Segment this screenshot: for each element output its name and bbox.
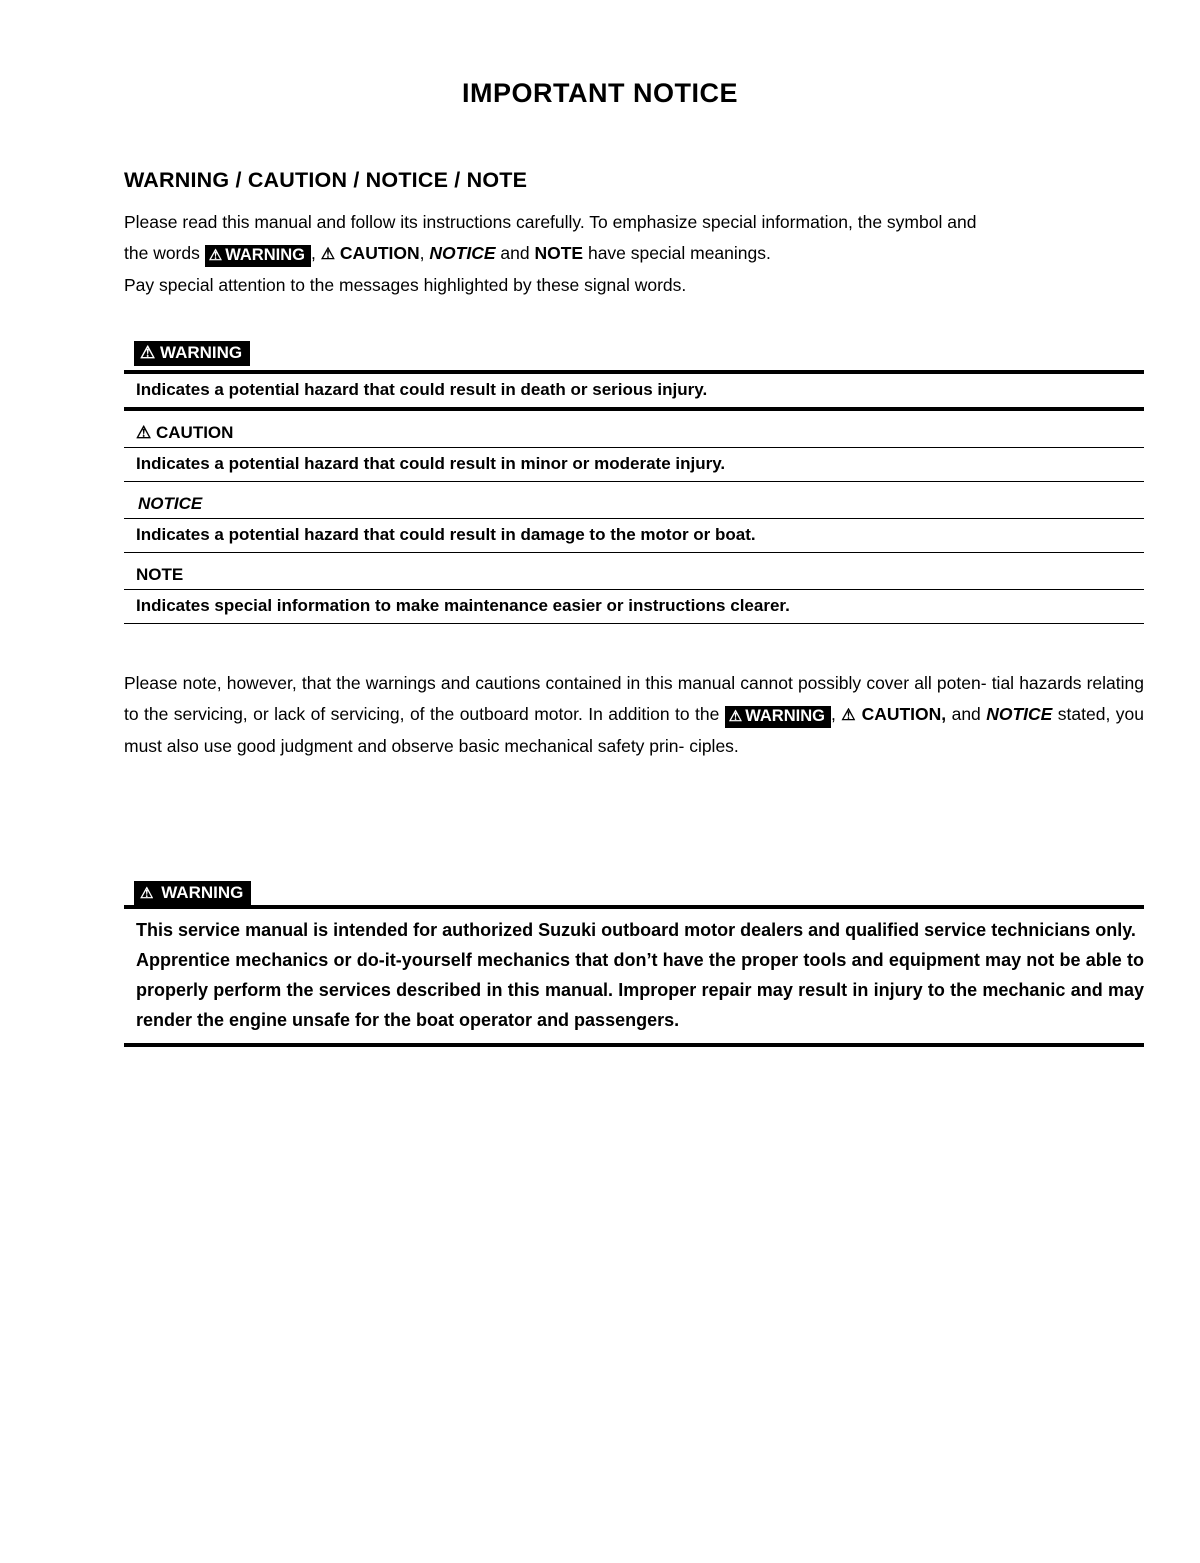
caution-inline bbox=[321, 243, 420, 263]
definition-note-label: NOTE bbox=[136, 565, 184, 584]
notice-inline: NOTICE bbox=[986, 704, 1053, 724]
closing-and: and bbox=[951, 704, 981, 724]
big-warning-paragraph-2: Apprentice mechanics or do-it-yourself mechanics that don’t have the proper tools and equipment may not be able to properly perform the services described in this manual. Improper repair may result in injury to the mechanic and may render the engine unsafe for the boat operator and passengers. bbox=[136, 950, 1144, 1030]
warning-chip-label: WARNING bbox=[745, 707, 825, 725]
definition-warning-text: Indicates a potential hazard that could result in death or serious injury. bbox=[136, 380, 708, 399]
note-inline: NOTE bbox=[534, 243, 584, 263]
notice-inline: NOTICE bbox=[429, 243, 496, 263]
warning-chip-label: WARNING bbox=[225, 246, 305, 264]
big-warning-paragraph-1: This service manual is intended for authorized Suzuki outboard motor dealers and qualified service technicians only. bbox=[136, 920, 1136, 940]
intro-comma-2: , bbox=[419, 243, 425, 263]
caution-triangle-icon: ⚠ bbox=[320, 246, 336, 263]
definition-note bbox=[124, 565, 1144, 624]
warning-chip bbox=[725, 706, 831, 728]
document-body bbox=[124, 168, 1144, 1047]
intro-comma-1: , bbox=[310, 243, 316, 263]
caution-inline-label: CAUTION bbox=[861, 704, 942, 724]
page-title: IMPORTANT NOTICE bbox=[462, 78, 738, 108]
section-heading: WARNING / CAUTION / NOTICE / NOTE bbox=[124, 168, 528, 192]
definition-warning bbox=[124, 341, 1144, 411]
divider bbox=[124, 1043, 1144, 1047]
intro-line-2-suffix: have special meanings. bbox=[587, 243, 771, 263]
closing-comma-1: , bbox=[830, 704, 836, 724]
warning-chip bbox=[205, 245, 311, 267]
intro-line-1: Please read this manual and follow its instructions carefully. To emphasize special information, the symbol and bbox=[124, 212, 977, 232]
intro-paragraph bbox=[124, 207, 1144, 301]
divider bbox=[124, 481, 1144, 482]
big-warning-label: WARNING bbox=[161, 883, 244, 902]
closing-comma-2: , bbox=[941, 704, 947, 724]
caution-triangle-icon: ⚠ bbox=[136, 423, 152, 442]
closing-line-3: stated, you must also use good judgment and observe basic mechanical safety prin- bbox=[124, 704, 1144, 756]
intro-and: and bbox=[500, 243, 530, 263]
caution-triangle-icon: ⚠ bbox=[841, 707, 857, 724]
big-warning-body bbox=[124, 909, 1144, 1043]
definition-note-text: Indicates special information to make maintenance easier or instructions clearer. bbox=[136, 596, 790, 615]
closing-paragraph bbox=[124, 668, 1144, 762]
warning-triangle-icon: ⚠ bbox=[208, 247, 223, 264]
caution-inline-label: CAUTION bbox=[339, 243, 420, 263]
definition-notice-text: Indicates a potential hazard that could result in damage to the motor or boat. bbox=[136, 525, 756, 544]
caution-inline bbox=[841, 704, 946, 724]
warning-triangle-icon: ⚠ bbox=[728, 708, 743, 725]
warning-triangle-icon: ⚠ bbox=[140, 885, 154, 902]
closing-line-2: tial hazards relating to the servicing, or lack of servicing, of the outboard motor. In addition to the bbox=[124, 673, 1144, 724]
closing-line-4: ciples. bbox=[689, 736, 739, 756]
definition-caution bbox=[124, 423, 1144, 482]
warning-triangle-icon: ⚠ bbox=[140, 343, 156, 362]
divider bbox=[124, 623, 1144, 624]
definition-caution-text: Indicates a potential hazard that could result in minor or moderate injury. bbox=[136, 454, 726, 473]
big-warning-label-row bbox=[124, 880, 1144, 905]
divider bbox=[124, 407, 1144, 411]
intro-line-3: Pay special attention to the messages highlighted by these signal words. bbox=[124, 275, 687, 295]
definition-caution-label: ⚠ CAUTION bbox=[136, 423, 234, 442]
signal-word-definitions bbox=[124, 341, 1144, 624]
divider bbox=[124, 552, 1144, 553]
warning-chip bbox=[134, 881, 251, 906]
definition-warning-label: ⚠ WARNING bbox=[134, 341, 250, 366]
definition-notice bbox=[124, 494, 1144, 553]
definition-notice-label: NOTICE bbox=[138, 494, 203, 513]
closing-line-1: Please note, however, that the warnings and cautions contained in this manual cannot possibly cover all poten- bbox=[124, 673, 987, 693]
service-manual-warning-box bbox=[124, 880, 1144, 1047]
intro-line-2-prefix: the words bbox=[124, 243, 200, 263]
